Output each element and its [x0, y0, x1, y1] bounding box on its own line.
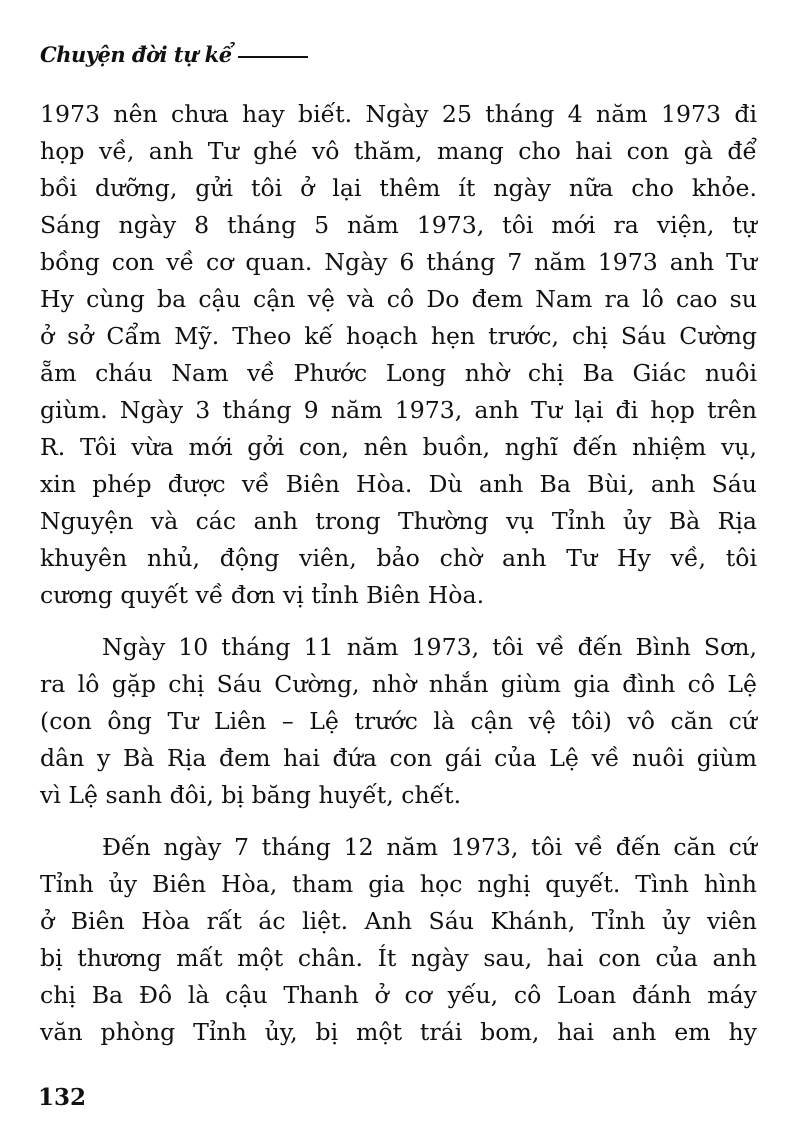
paragraph-3	[40, 829, 757, 1051]
text-line: văn phòng Tỉnh ủy, bị một trái bom, hai anh em hy	[40, 1018, 757, 1046]
text-line: bồi dưỡng, gửi tôi ở lại thêm ít ngày nữa cho khỏe.	[40, 174, 757, 202]
text-line: Sáng ngày 8 tháng 5 năm 1973, tôi mới ra viện, tự	[40, 211, 757, 239]
text-line: ở sở Cẩm Mỹ. Theo kế hoạch hẹn trước, chị Sáu Cường	[40, 322, 757, 350]
text-line: Tỉnh ủy Biên Hòa, tham gia học nghị quyết. Tình hình	[40, 870, 757, 898]
running-title: Chuyện đời tự kể	[40, 42, 232, 67]
text-line: bồng con về cơ quan. Ngày 6 tháng 7 năm 1973 anh Tư	[40, 248, 757, 276]
text-line: Nguyện và các anh trong Thường vụ Tỉnh ủy Bà Rịa	[40, 507, 757, 535]
text-line: khuyên nhủ, động viên, bảo chờ anh Tư Hy về, tôi	[40, 544, 757, 572]
text-line: Đến ngày 7 tháng 12 năm 1973, tôi về đến căn cứ	[102, 833, 757, 861]
header-rule	[238, 56, 308, 58]
body-text	[40, 96, 757, 1066]
text-line: dân y Bà Rịa đem hai đứa con gái của Lệ về nuôi giùm	[40, 744, 757, 772]
text-line: Ngày 10 tháng 11 năm 1973, tôi về đến Bình Sơn,	[102, 633, 757, 661]
text-line: cương quyết về đơn vị tỉnh Biên Hòa.	[40, 581, 485, 609]
text-line: chị Ba Đô là cậu Thanh ở cơ yếu, cô Loan đánh máy	[40, 981, 757, 1009]
text-line: R. Tôi vừa mới gởi con, nên buồn, nghĩ đến nhiệm vụ,	[40, 433, 757, 461]
paragraph-2	[40, 629, 757, 814]
text-line: ẵm cháu Nam về Phước Long nhờ chị Ba Giác nuôi	[40, 359, 757, 387]
text-line: Hy cùng ba cậu cận vệ và cô Do đem Nam ra lô cao su	[40, 285, 757, 313]
page-number: 132	[38, 1084, 87, 1111]
text-line: 1973 nên chưa hay biết. Ngày 25 tháng 4 năm 1973 đi	[40, 100, 757, 128]
text-line: (con ông Tư Liên – Lệ trước là cận vệ tôi) vô căn cứ	[40, 707, 757, 735]
text-line: bị thương mất một chân. Ít ngày sau, hai con của anh	[40, 944, 757, 972]
running-header	[40, 42, 308, 67]
text-line: họp về, anh Tư ghé vô thăm, mang cho hai con gà để	[40, 137, 757, 165]
paragraph-1	[40, 96, 757, 614]
text-line: giùm. Ngày 3 tháng 9 năm 1973, anh Tư lại đi họp trên	[40, 396, 757, 424]
text-line: vì Lệ sanh đôi, bị băng huyết, chết.	[40, 781, 462, 809]
text-line: ở Biên Hòa rất ác liệt. Anh Sáu Khánh, Tỉnh ủy viên	[40, 907, 757, 935]
text-line: xin phép được về Biên Hòa. Dù anh Ba Bùi, anh Sáu	[40, 470, 757, 498]
text-line: ra lô gặp chị Sáu Cường, nhờ nhắn giùm gia đình cô Lệ	[40, 670, 757, 698]
